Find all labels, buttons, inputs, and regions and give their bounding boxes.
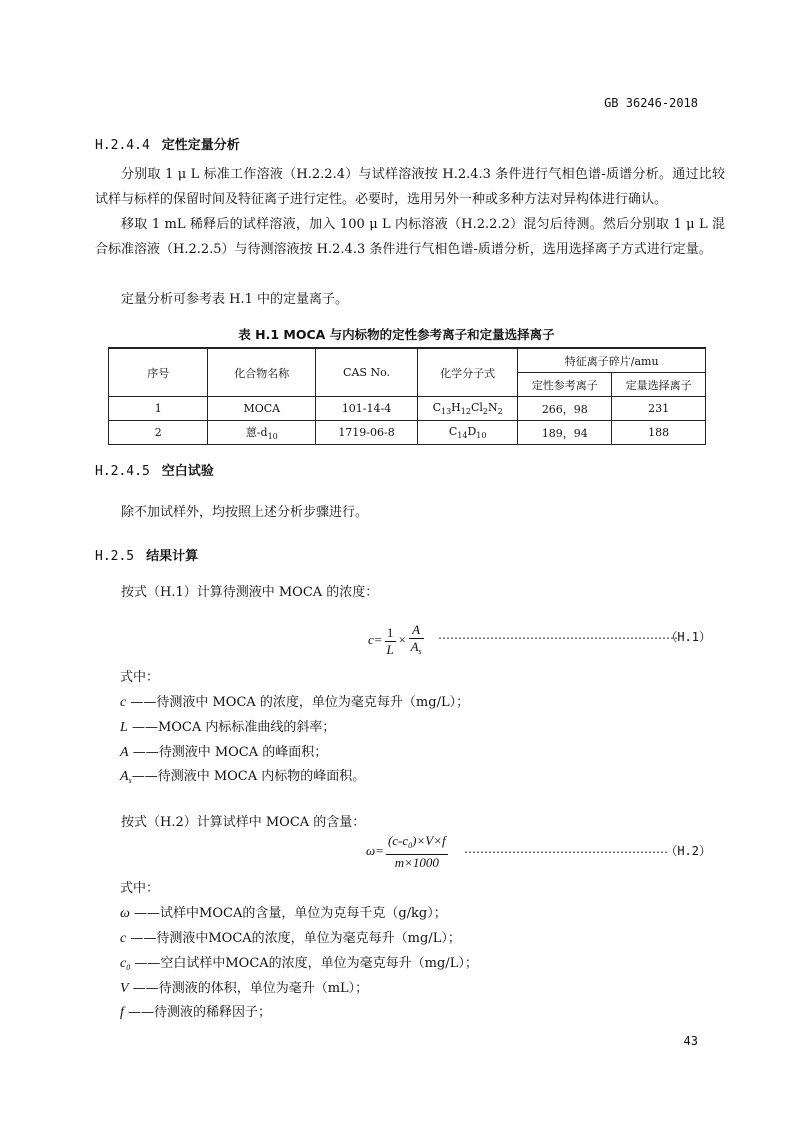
header-qualitative: 定性参考离子 bbox=[518, 373, 612, 397]
cell-quantitative: 188 bbox=[612, 421, 706, 445]
table-row bbox=[109, 397, 706, 421]
cell-seq: 2 bbox=[109, 421, 208, 445]
paragraph-eq2-intro: 按式（H.2）计算试样中 MOCA 的含量： bbox=[121, 815, 366, 830]
table-caption: 表 H.1 MOCA 与内标物的定性参考离子和定量选择离子 bbox=[238, 327, 555, 342]
section-heading-h244 bbox=[95, 134, 240, 153]
equation-h1: c= $\frac{1}{L}$ × $\frac{A}{A_s}$ bbox=[368, 622, 422, 657]
cell-quantitative: 231 bbox=[612, 397, 706, 421]
variable-definition: f ——待测液的稀释因子； bbox=[120, 1005, 272, 1020]
header-name: 化合物名称 bbox=[208, 348, 316, 397]
equation-number: （H.1） bbox=[665, 630, 711, 644]
paragraph-quantitative: 移取 1 mL 稀释后的试样溶液，加入 100 μ L 内标溶液（H.2.2.2）混匀后待测。然后分别取 1 μ L 混合标准溶液（H.2.2.5）与待测溶液按 H.2.4.3 条件进行气相色谱-质谱分析，选用选择离子方式进行定量。 bbox=[95, 217, 725, 257]
cell-qualitative: 189，94 bbox=[518, 421, 612, 445]
cell-qualitative: 266，98 bbox=[518, 397, 612, 421]
paragraph-reference-table: 定量分析可参考表 H.1 中的定量离子。 bbox=[121, 292, 349, 307]
section-number: H.2.5 bbox=[95, 549, 135, 564]
equation-h2: ω= $\frac{(c-c_0)\times V\times f}{m\times 1000}$ bbox=[366, 833, 446, 870]
paragraph-eq1-intro: 按式（H.1）计算待测液中 MOCA 的浓度： bbox=[121, 585, 379, 600]
ion-table bbox=[108, 347, 706, 445]
cell-formula: $C_{14}D_{10}$ bbox=[417, 421, 517, 445]
cell-formula: $C_{13}H_{12}Cl_2N_2$ bbox=[417, 397, 517, 421]
section-title: 定性定量分析 bbox=[161, 138, 240, 153]
cell-cas: 101-14-4 bbox=[316, 397, 418, 421]
paragraph-qualitative: 分别取 1 μ L 标准工作溶液（H.2.2.4）与试样溶液按 H.2.4.3 条件进行气相色谱-质谱分析。通过比较试样与标样的保留时间及特征离子进行定性。必要时，选用另外一种或多种方法对异构体进行确认。 bbox=[95, 167, 725, 207]
variable-definition: A ——待测液中 MOCA 的峰面积； bbox=[120, 745, 328, 760]
cell-cas: 1719-06-8 bbox=[316, 421, 418, 445]
variable-definition: V ——待测液的体积，单位为毫升（mL）； bbox=[120, 981, 369, 996]
header-ion-group: 特征离子碎片/amu bbox=[518, 348, 706, 373]
section-number: H.2.4.5 bbox=[95, 464, 150, 479]
table-row bbox=[109, 421, 706, 445]
variable-definition: L ——MOCA 内标标准曲线的斜率； bbox=[120, 720, 336, 735]
cell-seq: 1 bbox=[109, 397, 208, 421]
variable-definition: c ——待测液中 MOCA 的浓度，单位为毫克每升（mg/L）； bbox=[120, 695, 470, 710]
header-seq: 序号 bbox=[109, 348, 208, 397]
section-heading-h245 bbox=[95, 460, 214, 479]
section-number: H.2.4.4 bbox=[95, 138, 150, 153]
paragraph-blank-test: 除不加试样外，均按照上述分析步骤进行。 bbox=[121, 505, 369, 520]
section-heading-h25 bbox=[95, 545, 198, 564]
section-title: 空白试验 bbox=[161, 464, 214, 479]
variable-definition: ω ——试样中MOCA的含量，单位为克每千克（g/kg）； bbox=[120, 906, 447, 921]
equation-number: （H.2） bbox=[665, 844, 711, 858]
equation-leader: …………………………………………… bbox=[464, 842, 668, 856]
standard-number: GB 36246-2018 bbox=[604, 96, 698, 110]
variable-definition: $c_0$ ——空白试样中MOCA的浓度，单位为毫克每升（mg/L）； bbox=[120, 956, 478, 972]
cell-name: MOCA bbox=[208, 397, 316, 421]
cell-name: 蒽$-d_{10}$ bbox=[208, 421, 316, 445]
page-number: 43 bbox=[683, 1034, 698, 1048]
equation-leader: …………………………………………………… bbox=[438, 628, 678, 642]
section-title: 结果计算 bbox=[146, 549, 199, 564]
header-formula: 化学分子式 bbox=[417, 348, 517, 397]
variable-definition: $A_s——$待测液中 MOCA 内标物的峰面积。 bbox=[120, 769, 366, 785]
header-cas: CAS No. bbox=[316, 348, 418, 397]
variable-definition: c ——待测液中MOCA的浓度，单位为毫克每升（mg/L）； bbox=[120, 931, 461, 946]
header-quantitative: 定量选择离子 bbox=[612, 373, 706, 397]
where-label: 式中： bbox=[120, 881, 160, 896]
where-label: 式中： bbox=[120, 670, 160, 685]
